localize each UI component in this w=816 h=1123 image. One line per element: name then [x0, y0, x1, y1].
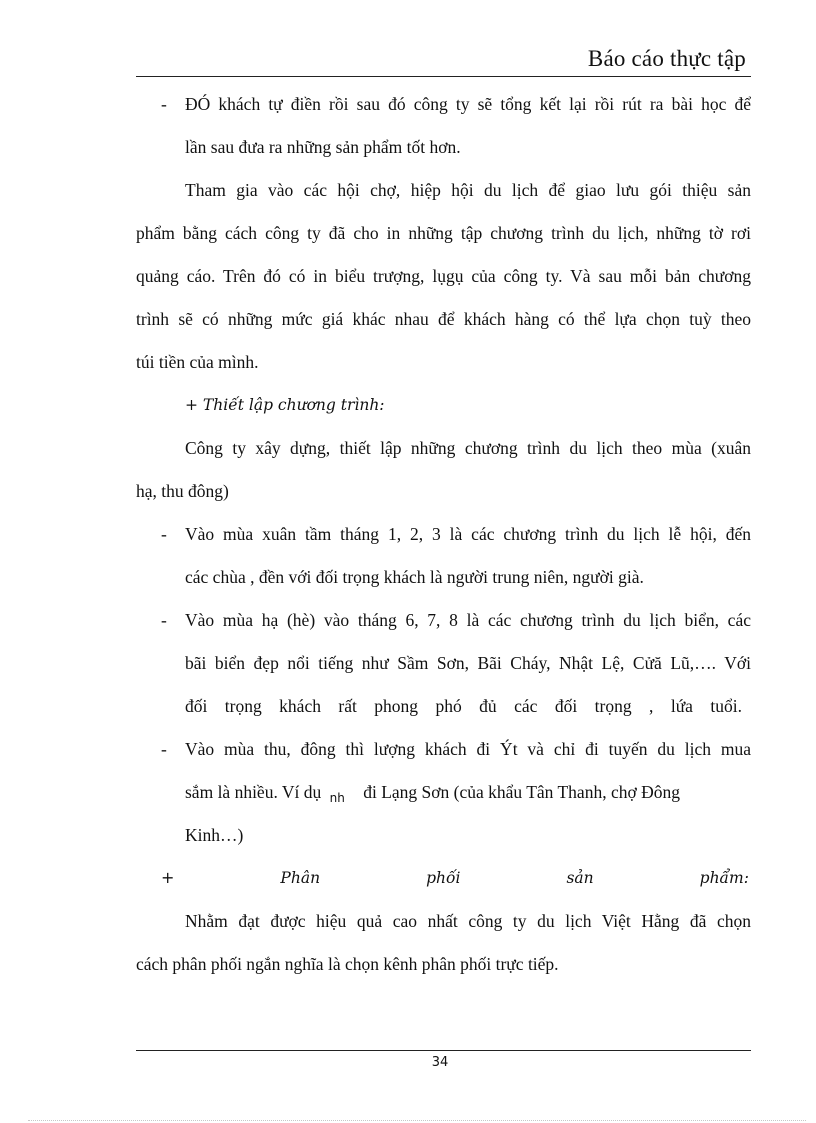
paragraph-line: các chùa , đền với đối trọng khách là người trung niên, người già. — [185, 567, 644, 587]
section-heading — [161, 867, 749, 889]
paragraph-line: Tham gia vào các hội chợ, hiệp hội du lịch để giao lưu gói thiệu sản — [185, 180, 751, 200]
paragraph-line: Vào mùa hạ (hè) vào tháng 6, 7, 8 là các chương trình du lịch biển, các — [185, 610, 751, 630]
paragraph-line: ĐÓ khách tự điền rồi sau đó công ty sẽ tổng kết lại rồi rút ra bài học để — [185, 94, 751, 114]
paragraph-line: cách phân phối ngắn nghĩa là chọn kênh phân phối trực tiếp. — [136, 954, 559, 974]
heading-word: sản — [566, 869, 594, 887]
page-boundary — [28, 1120, 806, 1121]
paragraph-line: Vào mùa xuân tầm tháng 1, 2, 3 là các chương trình du lịch lễ hội, đến — [185, 524, 751, 544]
running-header-title: Báo cáo thực tập — [587, 46, 746, 71]
paragraph-line: Nhằm đạt được hiệu quả cao nhất công ty du lịch Việt Hằng đã chọn — [185, 911, 751, 931]
paragraph-line: trình sẽ có những mức giá khác nhau để khách hàng có thể lựa chọn tuỳ theo — [136, 309, 751, 329]
text-fragment: sắm là nhiều. Ví dụ — [185, 782, 322, 802]
paragraph-line: lần sau đưa ra những sản phẩm tốt hơn. — [185, 137, 461, 157]
page-number: 34 — [431, 1055, 449, 1070]
heading-word: phẩm: — [699, 869, 749, 887]
footer-rule — [136, 1050, 751, 1051]
paragraph-line: Công ty xây dựng, thiết lập những chương trình du lịch theo mùa (xuân — [185, 438, 751, 458]
paragraph-line: quảng cáo. Trên đó có in biểu trượng, lụgụ của công ty. Và sau mỗi bản chương — [136, 266, 751, 286]
heading-word: phối — [426, 869, 461, 887]
text-fragment: đi Lạng Sơn (của khẩu Tân Thanh, chợ Đông — [363, 782, 680, 802]
paragraph-line: Vào mùa thu, đông thì lượng khách đi Ýt và chỉ đi tuyến du lịch mua — [185, 739, 751, 759]
section-heading: + Thiết lập chương trình: — [185, 396, 385, 414]
paragraph-line: đối trọng khách rất phong phó đủ các đối trọng , lứa tuổi. — [185, 696, 742, 716]
header-rule — [136, 76, 751, 77]
paragraph-line: hạ, thu đông) — [136, 481, 229, 501]
paragraph-line — [185, 781, 751, 805]
text-fragment: nh — [329, 791, 345, 805]
bullet-dash: - — [161, 524, 167, 544]
paragraph-line: phẩm bằng cách công ty đã cho in những tập chương trình du lịch, những tờ rơi — [136, 223, 751, 243]
heading-word: Phân — [280, 869, 321, 887]
paragraph-line: Kinh…) — [185, 825, 244, 845]
paragraph-line: bãi biển đẹp nổi tiếng như Sầm Sơn, Bãi Cháy, Nhật Lệ, Cửă Lũ,…. Với — [185, 653, 751, 673]
paragraph-line: túi tiền của mình. — [136, 352, 259, 372]
bullet-dash: - — [161, 610, 167, 630]
plus-marker: + — [161, 868, 175, 887]
bullet-dash: - — [161, 739, 167, 759]
bullet-dash: - — [161, 94, 167, 114]
